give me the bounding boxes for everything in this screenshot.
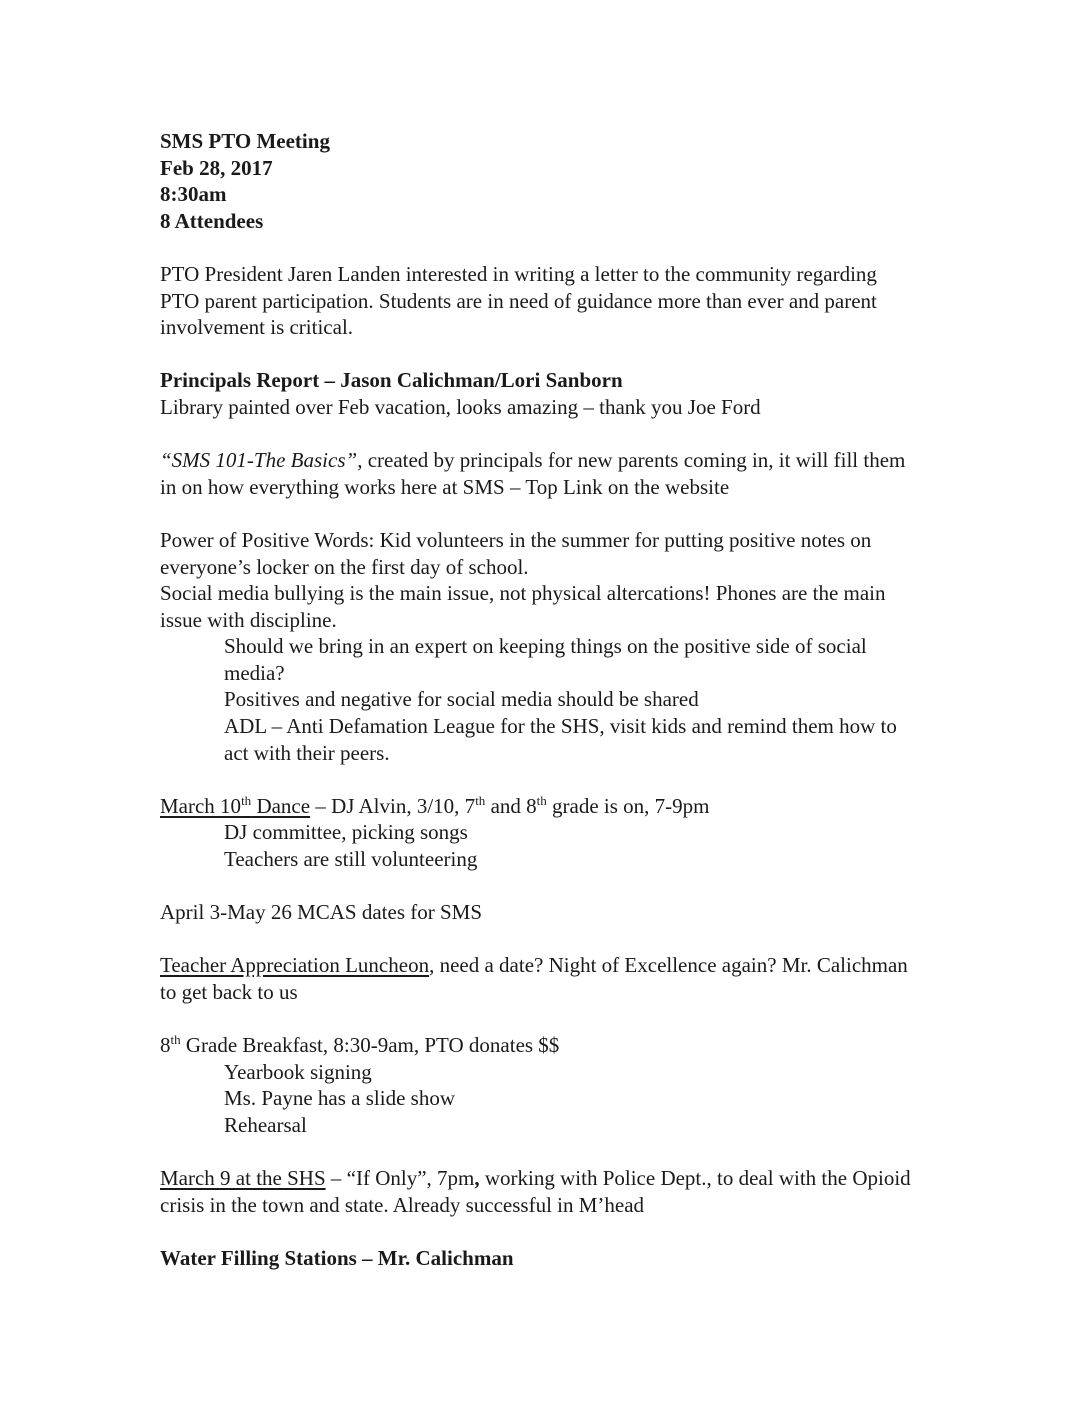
social-media-line: Social media bullying is the main issue, not physical altercations! Phones are the main [160, 581, 886, 606]
dance-line: March 10th Dance – DJ Alvin, 3/10, 7th and 8th grade is on, 7-9pm [160, 792, 710, 818]
meeting-time: 8:30am [160, 182, 227, 207]
social-media-line: issue with discipline. [160, 607, 337, 632]
document-page [160, 128, 940, 1272]
breakfast-item: Rehearsal [224, 1112, 307, 1137]
basics-paragraph: “SMS 101-The Basics”, created by principals for new parents coming in, it will fill them [160, 448, 906, 473]
attendee-count: 8 Attendees [160, 208, 264, 233]
principals-report-heading: Principals Report – Jason Calichman/Lori Sanborn [160, 368, 623, 393]
sub-item: media? [224, 660, 285, 685]
if-only-line: March 9 at the SHS – “If Only”, 7pm, working with Police Dept., to deal with the Opioid [160, 1166, 911, 1191]
intro-line: involvement is critical. [160, 315, 354, 340]
intro-line: PTO President Jaren Landen interested in writing a letter to the community regarding [160, 261, 877, 286]
mcas-dates: April 3-May 26 MCAS dates for SMS [160, 900, 483, 925]
breakfast-item: Yearbook signing [224, 1059, 372, 1084]
luncheon-line: Teacher Appreciation Luncheon, need a date? Night of Excellence again? Mr. Calichman [160, 953, 908, 978]
luncheon-line: to get back to us [160, 980, 298, 1004]
basics-paragraph-line: in on how everything works here at SMS – Top Link on the website [160, 474, 730, 499]
positive-words-line: Power of Positive Words: Kid volunteers in the summer for putting positive notes on [160, 527, 872, 552]
breakfast-line: 8th Grade Breakfast, 8:30-9am, PTO donates $$ [160, 1032, 560, 1058]
breakfast-item: Ms. Payne has a slide show [224, 1086, 455, 1111]
positive-words-line: everyone’s locker on the first day of school. [160, 554, 529, 579]
library-note: Library painted over Feb vacation, looks amazing – thank you Joe Ford [160, 394, 761, 419]
sub-item: Should we bring in an expert on keeping things on the positive side of social [224, 634, 867, 659]
if-only-heading: March 9 at the SHS [160, 1166, 326, 1191]
sub-item: Positives and negative for social media should be shared [224, 687, 699, 712]
dance-item: DJ committee, picking songs [224, 820, 468, 845]
meeting-date: Feb 28, 2017 [160, 155, 273, 180]
if-only-line: crisis in the town and state. Already successful in M’head [160, 1192, 645, 1217]
dance-heading: March 10th Dance [160, 792, 311, 818]
meeting-title: SMS PTO Meeting [160, 129, 330, 153]
intro-line: PTO parent participation. Students are in need of guidance more than ever and parent [160, 288, 877, 313]
water-stations-heading: Water Filling Stations – Mr. Calichman [160, 1245, 514, 1270]
sub-item: ADL – Anti Defamation League for the SHS, visit kids and remind them how to [224, 714, 897, 739]
sub-item: act with their peers. [224, 740, 390, 765]
dance-item: Teachers are still volunteering [224, 847, 478, 872]
basics-title: “SMS 101-The Basics” [160, 448, 358, 473]
luncheon-heading: Teacher Appreciation Luncheon [160, 953, 430, 978]
